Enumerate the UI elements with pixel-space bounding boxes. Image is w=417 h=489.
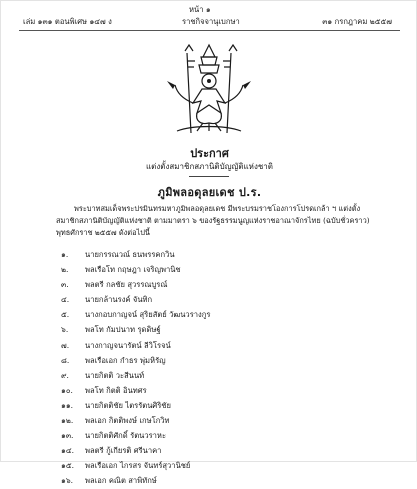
publication-date: ๓๑ กรกฎาคม ๒๕๕๗ — [322, 17, 392, 26]
page-cutoff — [1, 455, 416, 461]
member-item — [61, 368, 210, 383]
member-name: พลโท กิตติ อินทศร — [85, 385, 147, 395]
member-item — [61, 398, 210, 413]
paragraph-line: สมาชิกสภานิติบัญญัติแห่งชาติ ตามมาตรา ๖ ของรัฐธรรมนูญแห่งราชอาณาจักรไทย (ฉบับชั่วคราว) — [56, 216, 370, 225]
member-number: ๑. — [61, 250, 69, 259]
royal-signature: ภูมิพลอดุลยเดช ป.ร. — [157, 186, 262, 199]
gazette-name: ราชกิจจานุเบกษา — [182, 17, 240, 26]
member-name: พลตรี กลชัย สุวรรณบูรณ์ — [85, 280, 168, 290]
member-item — [61, 428, 210, 443]
member-name: พลเรือเอก กำธร พุ่มหิรัญ — [85, 355, 166, 365]
garuda-emblem-icon — [157, 39, 261, 141]
member-name: นายกิตติศักดิ์ รัตนวราหะ — [85, 431, 167, 441]
paragraph-line: พุทธศักราช ๒๕๕๗ ดังต่อไปนี้ — [56, 228, 150, 237]
member-item — [61, 277, 210, 292]
member-number: ๑๖. — [61, 476, 74, 486]
member-number: ๘. — [61, 355, 70, 365]
member-name: พลเรือเอก ไกรสร จันทร์สุวานิชย์ — [85, 461, 191, 471]
announcement-paragraph — [56, 203, 396, 239]
member-number: ๑๑. — [61, 400, 74, 410]
member-number: ๑๕. — [61, 461, 74, 471]
member-item — [61, 338, 210, 353]
paragraph-line: พระบาทสมเด็จพระปรมินทรมหาภูมิพลอดุลยเดช มีพระบรมราชโองการโปรดเกล้า ฯ แต่งตั้ง — [74, 204, 361, 213]
member-item — [61, 473, 210, 488]
member-name: พลเรือโท กฤษฎา เจริญพานิช — [85, 265, 181, 275]
member-name: พลตรี กู้เกียรติ ศรีนาคา — [85, 446, 162, 456]
member-number: ๙. — [61, 370, 69, 380]
title-divider — [189, 176, 229, 177]
member-name: นายกิตติชัย ไตรรัตนศิริชัย — [85, 400, 171, 410]
member-item — [61, 307, 210, 322]
member-name: นายกล้านรงค์ จันทิก — [85, 295, 153, 305]
member-number: ๑๐. — [61, 385, 73, 395]
member-number: ๒. — [61, 265, 69, 275]
member-name: พลเอก คณิต สาพิทักษ์ — [85, 476, 157, 486]
member-item — [61, 247, 210, 262]
header-divider — [19, 30, 400, 31]
member-item — [61, 322, 210, 337]
member-item — [61, 292, 210, 307]
member-number: ๑๔. — [61, 446, 74, 456]
member-number: ๖. — [61, 325, 69, 335]
member-number: ๓. — [61, 280, 69, 290]
member-number: ๔. — [61, 295, 70, 305]
member-name: นางกอบกาญจน์ สุริยสัตย์ วัฒนวรางกูร — [85, 310, 211, 320]
member-name: นางกาญจนารัตน์ ลีวิโรจน์ — [85, 340, 171, 350]
member-number: ๕. — [61, 310, 70, 320]
member-item — [61, 353, 210, 368]
page-number: หน้า ๑ — [189, 5, 211, 14]
member-number: ๑๓. — [61, 431, 74, 441]
member-number: ๑๒. — [61, 416, 74, 426]
member-name: นายกิตติ วะสีนนท์ — [85, 370, 145, 380]
announcement-subtitle: แต่งตั้งสมาชิกสภานิติบัญญัติแห่งชาติ — [146, 162, 273, 171]
member-list — [61, 247, 210, 489]
member-number: ๗. — [61, 340, 70, 350]
member-item — [61, 262, 210, 277]
member-item — [61, 413, 210, 428]
member-item — [61, 383, 210, 398]
volume-issue: เล่ม ๑๓๑ ตอนพิเศษ ๑๔๗ ง — [23, 17, 112, 26]
member-name: พลเอก กิตติพงษ์ เกษโกวิท — [85, 416, 170, 426]
announcement-title: ประกาศ — [190, 147, 229, 160]
member-name: นายกรรณวณ์ ธนพรรคกวิน — [85, 250, 175, 259]
member-name: พลโท กัมปนาท รุดดิษฐ์ — [85, 325, 161, 335]
